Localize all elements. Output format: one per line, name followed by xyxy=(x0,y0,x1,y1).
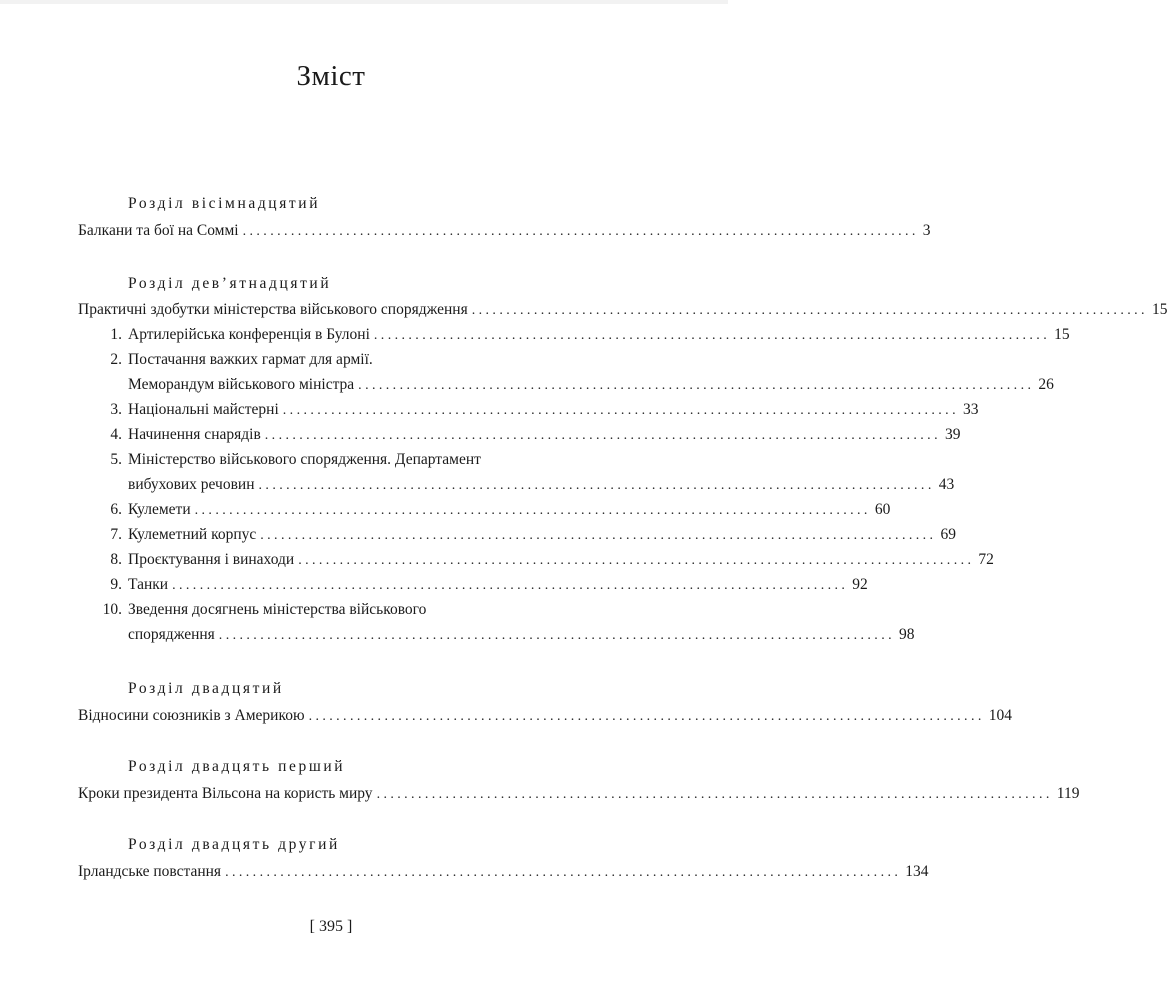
entry-page: 98 xyxy=(899,626,915,643)
entry-page: 60 xyxy=(874,501,891,518)
section-heading-21: Розділ двадцять перший xyxy=(128,758,346,775)
page-title: Зміст xyxy=(296,60,366,92)
entry-number: 3. xyxy=(110,401,122,418)
leader-dots: .................................................................................................. xyxy=(264,428,941,443)
entry-page: 33 xyxy=(962,401,979,418)
entry-title: Танки xyxy=(128,576,169,593)
entry-page: 69 xyxy=(940,526,956,543)
toc-entry[interactable] xyxy=(76,572,868,598)
entry-number: 2. xyxy=(110,351,122,368)
entry-page: 72 xyxy=(978,551,994,568)
toc-entry[interactable] xyxy=(76,397,979,423)
entry-title: Ірландське повстання xyxy=(78,863,222,880)
leader-dots: .................................................................................................. xyxy=(242,224,919,239)
entry-page: 39 xyxy=(944,426,961,443)
toc-entry[interactable] xyxy=(128,622,915,648)
page-number: [ 395 ] xyxy=(309,918,353,935)
entry-title: Балкани та бої на Соммі xyxy=(78,222,239,239)
section-heading-20: Розділ двадцятий xyxy=(128,680,284,697)
entry-title: вибухових речовин xyxy=(128,476,255,493)
entry-title: Меморандум військового міністра xyxy=(128,376,355,393)
entry-title: Практичні здобутки міністерства військового спорядження xyxy=(78,301,468,318)
entry-number: 5. xyxy=(110,451,122,468)
section-heading-18: Розділ вісімнадцятий xyxy=(128,195,321,212)
leader-dots: .................................................................................................. xyxy=(258,478,935,493)
toc-entry[interactable] xyxy=(76,522,956,548)
entry-number: 4. xyxy=(110,426,122,443)
entry-title: Кроки президента Вільсона на користь миру xyxy=(78,785,373,802)
entry-title: Національні майстерні xyxy=(128,401,279,418)
toc-entry[interactable] xyxy=(76,422,961,448)
entry-title: Артилерійська конференція в Булоні xyxy=(128,326,370,343)
leader-dots: .................................................................................................. xyxy=(358,378,1035,393)
entry-title: Відносини союзників з Америкою xyxy=(78,707,305,724)
leader-dots: .................................................................................................. xyxy=(373,328,1051,343)
entry-title-line1: Міністерство військового спорядження. Департамент xyxy=(128,451,481,468)
entry-title: Проєктування і винаходи xyxy=(128,551,295,568)
entry-title-line1: Постачання важких гармат для армії. xyxy=(128,351,373,368)
leader-dots: .................................................................................................. xyxy=(260,528,937,543)
toc-entry[interactable] xyxy=(128,472,955,498)
entry-page: 26 xyxy=(1038,376,1054,393)
entry-number: 6. xyxy=(110,501,122,518)
toc-entry[interactable] xyxy=(76,322,1070,348)
leader-dots: .................................................................................................. xyxy=(218,628,895,643)
section-heading-19: Розділ дев’ятнадцятий xyxy=(128,275,332,292)
toc-entry-line1[interactable] xyxy=(76,347,580,372)
toc-entry[interactable] xyxy=(78,218,931,244)
entry-page: 92 xyxy=(852,576,868,593)
leader-dots: .................................................................................................. xyxy=(376,787,1053,802)
toc-entry[interactable] xyxy=(78,703,1013,729)
leader-dots: .................................................................................................. xyxy=(282,403,959,418)
toc-entry-line1[interactable] xyxy=(76,597,580,622)
toc-entry[interactable] xyxy=(78,781,1080,807)
entry-title: спорядження xyxy=(128,626,215,643)
leader-dots: .................................................................................................. xyxy=(471,303,1148,318)
leader-dots: .................................................................................................. xyxy=(194,503,871,518)
entry-page: 15 xyxy=(1054,326,1070,343)
section-heading-22: Розділ двадцять другий xyxy=(128,836,340,853)
toc-entry[interactable] xyxy=(76,497,891,523)
entry-number: 10. xyxy=(102,601,122,618)
toc-entry[interactable] xyxy=(78,859,929,885)
entry-page: 15 xyxy=(1151,301,1167,318)
entry-number: 1. xyxy=(110,326,122,343)
entry-page: 3 xyxy=(922,222,931,239)
entry-page: 104 xyxy=(988,707,1013,724)
entry-page: 43 xyxy=(938,476,955,493)
entry-title: Начинення снарядів xyxy=(128,426,261,443)
toc-entry-line1[interactable] xyxy=(76,447,580,472)
entry-number: 9. xyxy=(110,576,122,593)
top-edge xyxy=(0,0,728,4)
toc-entry[interactable] xyxy=(128,372,1054,398)
leader-dots: .................................................................................................. xyxy=(308,709,985,724)
leader-dots: .................................................................................................. xyxy=(298,553,975,568)
entry-title: Кулеметний корпус xyxy=(128,526,257,543)
leader-dots: .................................................................................................. xyxy=(225,865,902,880)
toc-entry[interactable] xyxy=(76,547,994,573)
entry-page: 134 xyxy=(905,863,929,880)
entry-number: 7. xyxy=(110,526,122,543)
leader-dots: .................................................................................................. xyxy=(172,578,849,593)
entry-title-line1: Зведення досягнень міністерства військового xyxy=(128,601,427,618)
entry-number: 8. xyxy=(110,551,122,568)
entry-title: Кулемети xyxy=(128,501,191,518)
entry-page: 119 xyxy=(1056,785,1080,802)
toc-entry[interactable] xyxy=(78,297,1167,323)
